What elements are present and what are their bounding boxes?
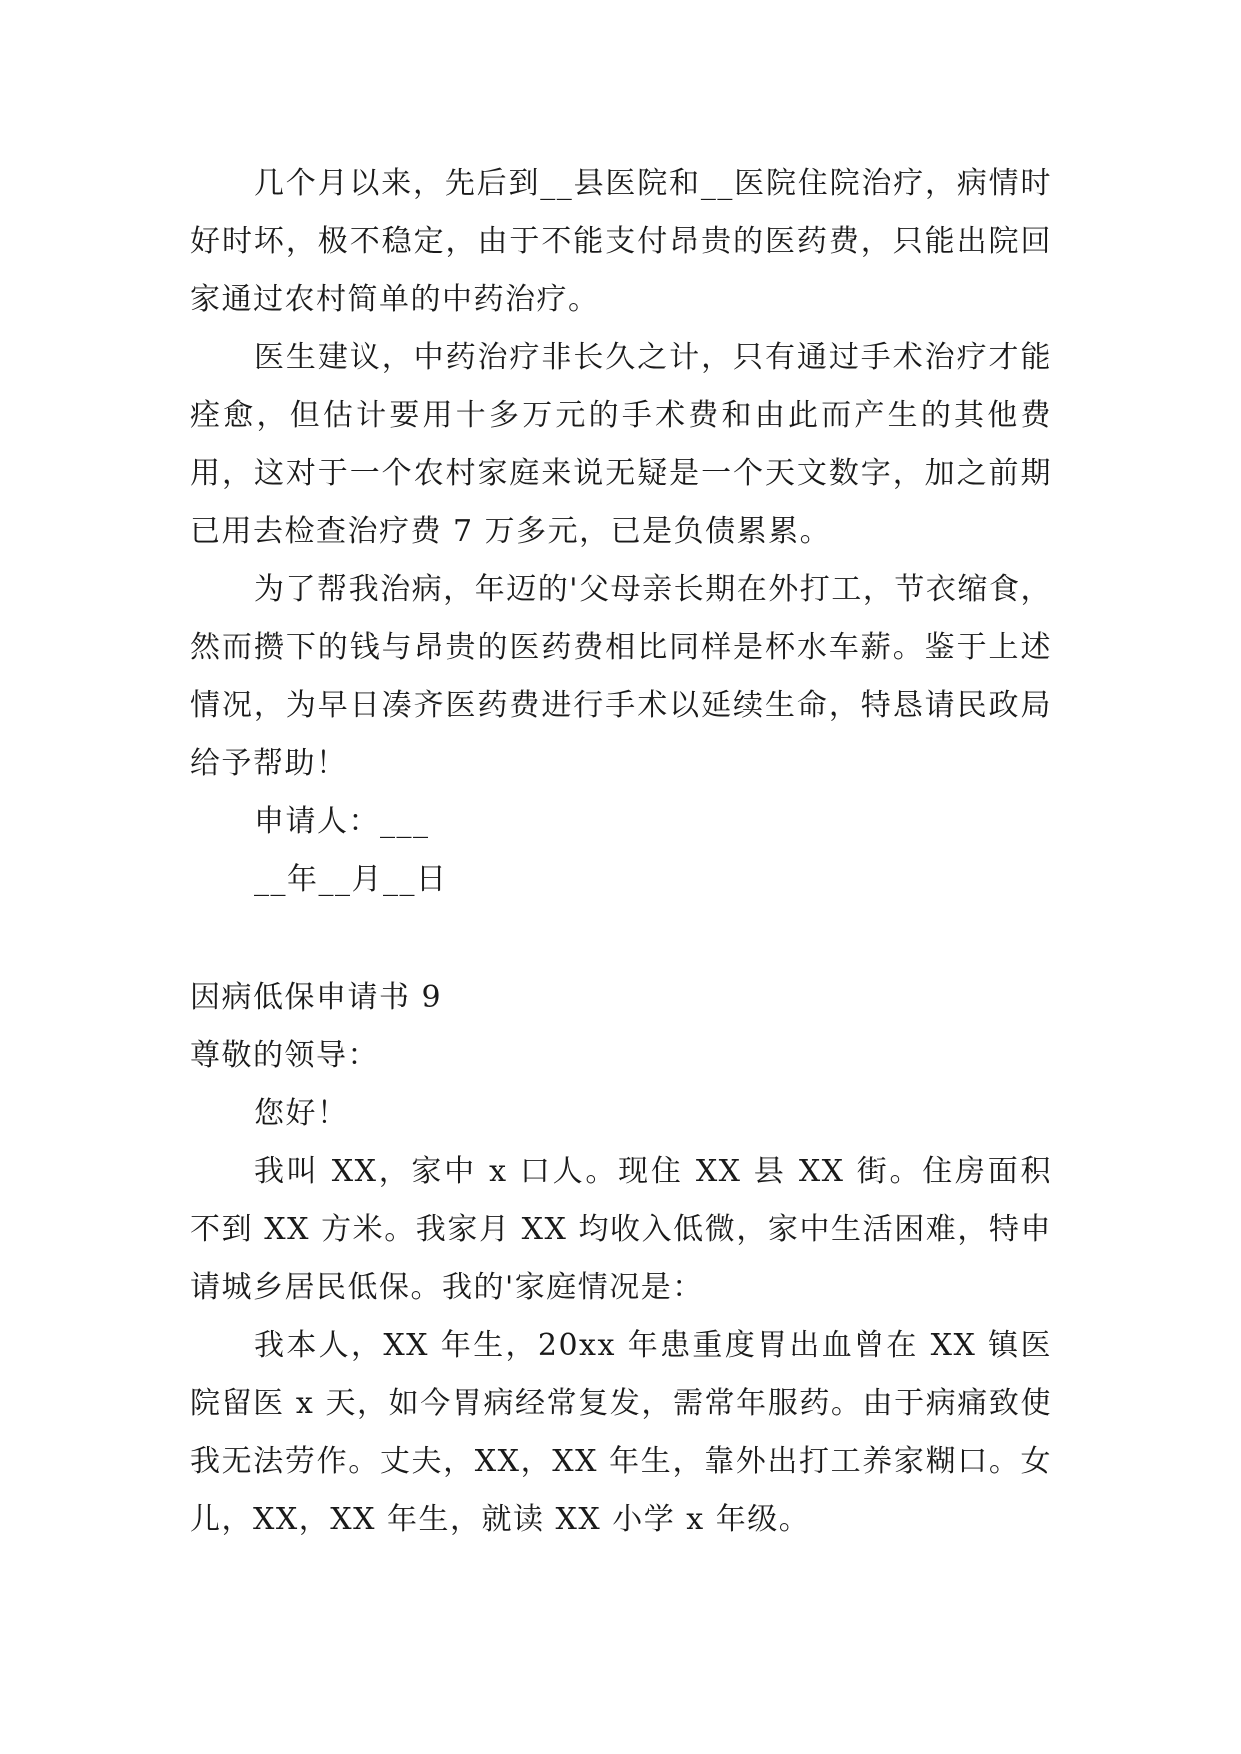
paragraph: 几个月以来，先后到__县医院和__医院住院治疗，病情时好时坏，极不稳定，由于不能支付昂贵的医药费，只能出院回家通过农村简单的中药治疗。 [190,166,1052,317]
salutation: 尊敬的领导： [190,1038,379,1073]
greeting: 您好！ [254,1096,349,1131]
paragraph: 医生建议，中药治疗非长久之计，只有通过手术治疗才能痊愈，但估计要用十多万元的手术费和由此而产生的其他费用，这对于一个农村家庭来说无疑是一个天文数字，加之前期已用去检查治疗费 7 万多元，已是负债累累。 [190,340,1052,549]
date-line: __年__月__日 [254,862,448,897]
document-page [190,155,1052,1549]
document-title: 因病低保申请书 9 [190,980,443,1015]
applicant-line: 申请人：___ [254,804,430,839]
paragraph: 我叫 XX，家中 x 口人。现住 XX 县 XX 街。住房面积不到 XX 方米。我家月 XX 均收入低微，家中生活困难，特申请城乡居民低保。我的'家庭情况是： [190,1154,1052,1305]
paragraph: 我本人，XX 年生，20xx 年患重度胃出血曾在 XX 镇医院留医 x 天，如今胃病经常复发，需常年服药。由于病痛致使我无法劳作。丈夫，XX，XX 年生，靠外出打工养家糊口。女儿，XX，XX 年生，就读 XX 小学 x 年级。 [190,1328,1052,1537]
paragraph: 为了帮我治病，年迈的'父母亲长期在外打工，节衣缩食，然而攒下的钱与昂贵的医药费相比同样是杯水车薪。鉴于上述情况，为早日凑齐医药费进行手术以延续生命，特恳请民政局给予帮助！ [190,572,1052,781]
